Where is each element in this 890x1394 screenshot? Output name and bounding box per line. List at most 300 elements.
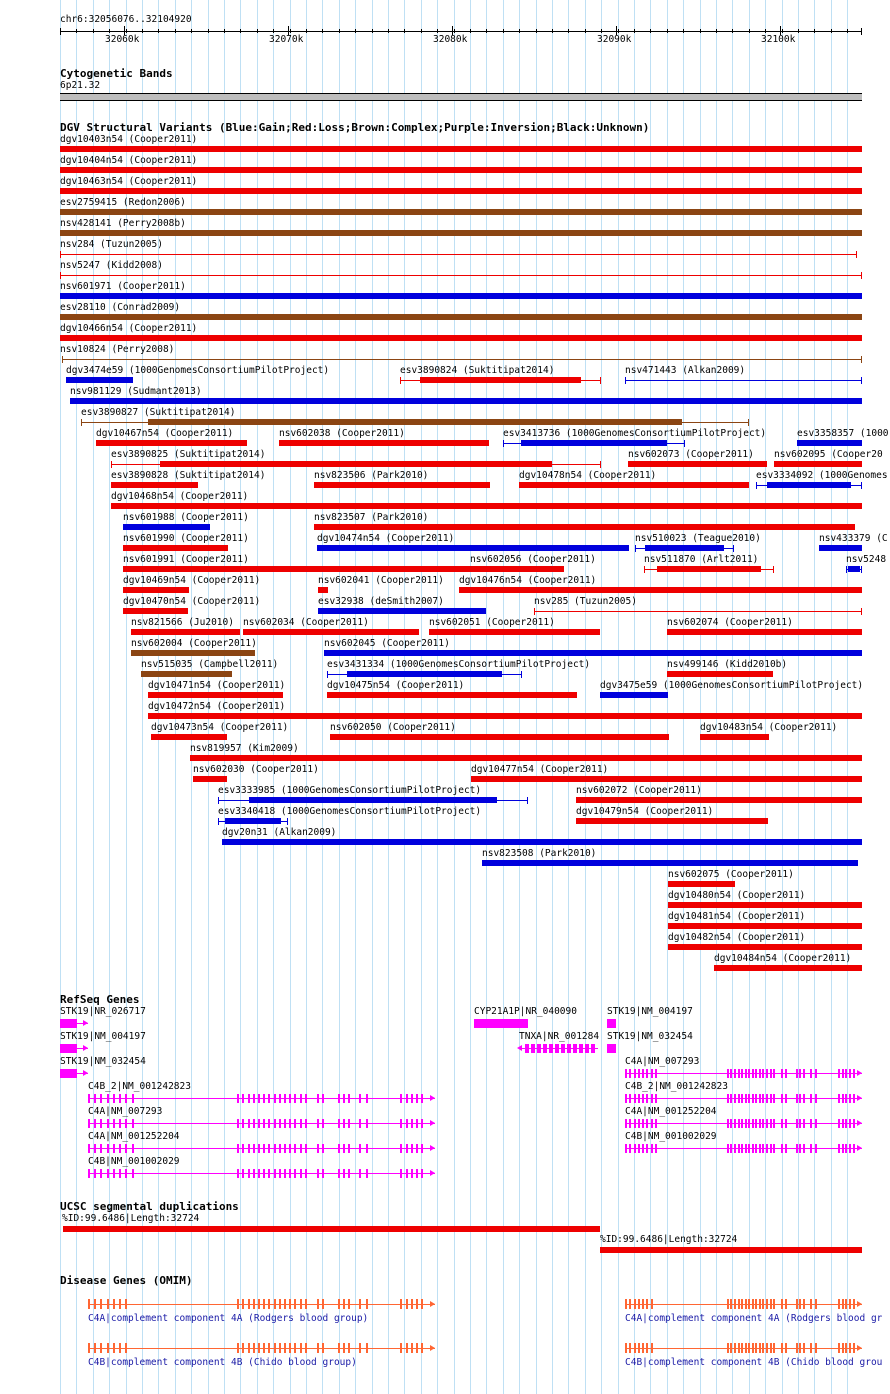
gene-exon[interactable] [88, 1094, 90, 1103]
variant-bar[interactable] [668, 944, 862, 950]
gene-exon[interactable] [359, 1094, 361, 1103]
omim-exon[interactable] [755, 1343, 757, 1353]
variant-bar[interactable] [668, 881, 735, 887]
gene-exon[interactable] [567, 1044, 571, 1053]
gene-exon[interactable] [289, 1119, 291, 1128]
gene-exon[interactable] [421, 1169, 423, 1178]
omim-exon[interactable] [796, 1343, 798, 1353]
variant-bar-core[interactable] [848, 566, 860, 572]
omim-exon[interactable] [411, 1299, 413, 1309]
omim-exon[interactable] [289, 1299, 291, 1309]
variant-bar[interactable] [667, 671, 773, 677]
variant-bar[interactable] [193, 776, 227, 782]
variant-bar[interactable] [317, 545, 629, 551]
gene-exon[interactable] [730, 1069, 732, 1078]
omim-exon[interactable] [796, 1299, 798, 1309]
gene-exon[interactable] [759, 1094, 761, 1103]
gene-exon[interactable] [343, 1169, 345, 1178]
gene-exon[interactable] [655, 1069, 657, 1078]
omim-label[interactable]: C4A|complement component 4A (Rodgers blood group) [88, 1313, 369, 1324]
gene-exon[interactable] [94, 1144, 96, 1153]
omim-exon[interactable] [730, 1299, 732, 1309]
omim-exon[interactable] [305, 1343, 307, 1353]
omim-exon[interactable] [651, 1343, 653, 1353]
gene-exon[interactable] [366, 1169, 368, 1178]
gene-exon[interactable] [845, 1069, 847, 1078]
segdup-bar[interactable] [600, 1247, 862, 1253]
omim-exon[interactable] [253, 1343, 255, 1353]
gene-exon[interactable] [338, 1119, 340, 1128]
gene-exon[interactable] [242, 1169, 244, 1178]
gene-exon[interactable] [416, 1094, 418, 1103]
gene-exon[interactable] [107, 1094, 109, 1103]
gene-exon[interactable] [258, 1169, 260, 1178]
gene-exon[interactable] [100, 1119, 102, 1128]
gene-exon[interactable] [113, 1094, 115, 1103]
gene-exon[interactable] [845, 1119, 847, 1128]
gene-exon[interactable] [119, 1144, 121, 1153]
gene-exon[interactable] [94, 1169, 96, 1178]
gene-exon[interactable] [406, 1144, 408, 1153]
gene-exon[interactable] [803, 1144, 805, 1153]
gene-exon[interactable] [803, 1119, 805, 1128]
gene-exon[interactable] [638, 1119, 640, 1128]
variant-bar-core[interactable] [645, 545, 724, 551]
variant-bar[interactable] [111, 482, 198, 488]
gene-exon[interactable] [411, 1144, 413, 1153]
gene-exon[interactable] [727, 1144, 729, 1153]
variant-bar[interactable] [60, 254, 857, 255]
gene-exon[interactable] [625, 1094, 627, 1103]
omim-exon[interactable] [274, 1299, 276, 1309]
gene-exon[interactable] [738, 1144, 740, 1153]
variant-bar[interactable] [60, 230, 862, 236]
variant-bar[interactable] [222, 839, 862, 845]
gene-exon[interactable] [781, 1094, 783, 1103]
gene-exon[interactable] [730, 1119, 732, 1128]
gene-exon[interactable] [845, 1144, 847, 1153]
omim-exon[interactable] [107, 1343, 109, 1353]
gene-exon[interactable] [815, 1094, 817, 1103]
gene-exon[interactable] [537, 1044, 541, 1053]
omim-exon[interactable] [237, 1299, 239, 1309]
variant-bar-core[interactable] [160, 461, 552, 467]
gene-exon[interactable] [752, 1144, 754, 1153]
gene-exon[interactable] [781, 1144, 783, 1153]
omim-exon[interactable] [284, 1299, 286, 1309]
variant-bar[interactable] [123, 545, 228, 551]
gene-exon[interactable] [411, 1119, 413, 1128]
gene-exon[interactable] [770, 1144, 772, 1153]
gene-exon[interactable] [773, 1094, 775, 1103]
gene-exon[interactable] [263, 1144, 265, 1153]
gene-exon[interactable] [773, 1144, 775, 1153]
gene-exon[interactable] [343, 1094, 345, 1103]
gene-exon[interactable] [322, 1094, 324, 1103]
gene-exon[interactable] [305, 1094, 307, 1103]
gene-exon[interactable] [759, 1119, 761, 1128]
variant-bar[interactable] [148, 692, 283, 698]
gene-exon[interactable] [263, 1119, 265, 1128]
gene-exon[interactable] [348, 1119, 350, 1128]
gene-exon[interactable] [279, 1119, 281, 1128]
gene-exon[interactable] [289, 1169, 291, 1178]
gene-exon[interactable] [338, 1094, 340, 1103]
gene-exon[interactable] [727, 1119, 729, 1128]
gene-exon[interactable] [727, 1069, 729, 1078]
gene-exon[interactable] [525, 1044, 529, 1053]
gene-exon[interactable] [838, 1069, 840, 1078]
gene-exon[interactable] [421, 1119, 423, 1128]
omim-exon[interactable] [406, 1299, 408, 1309]
variant-bar-core[interactable] [521, 440, 667, 446]
gene-exon[interactable] [294, 1169, 296, 1178]
gene-exon[interactable] [849, 1094, 851, 1103]
variant-bar[interactable] [70, 398, 862, 404]
gene-exon[interactable] [60, 1019, 77, 1028]
gene-exon[interactable] [253, 1169, 255, 1178]
gene-exon[interactable] [634, 1094, 636, 1103]
variant-bar[interactable] [141, 671, 232, 677]
gene-exon[interactable] [748, 1144, 750, 1153]
omim-exon[interactable] [113, 1299, 115, 1309]
gene-exon[interactable] [625, 1069, 627, 1078]
gene-exon[interactable] [343, 1119, 345, 1128]
gene-exon[interactable] [770, 1094, 772, 1103]
omim-exon[interactable] [853, 1299, 855, 1309]
omim-exon[interactable] [770, 1343, 772, 1353]
gene-exon[interactable] [842, 1144, 844, 1153]
variant-bar[interactable] [534, 611, 862, 612]
omim-exon[interactable] [810, 1299, 812, 1309]
omim-exon[interactable] [406, 1343, 408, 1353]
gene-exon[interactable] [752, 1094, 754, 1103]
omim-exon[interactable] [815, 1343, 817, 1353]
gene-exon[interactable] [406, 1119, 408, 1128]
omim-exon[interactable] [100, 1299, 102, 1309]
variant-bar[interactable] [819, 545, 862, 551]
variant-bar[interactable] [330, 734, 669, 740]
gene-exon[interactable] [796, 1094, 798, 1103]
gene-exon[interactable] [263, 1169, 265, 1178]
omim-exon[interactable] [268, 1343, 270, 1353]
omim-exon[interactable] [294, 1343, 296, 1353]
omim-exon[interactable] [734, 1343, 736, 1353]
gene-exon[interactable] [317, 1094, 319, 1103]
variant-bar[interactable] [774, 461, 862, 467]
omim-exon[interactable] [248, 1343, 250, 1353]
gene-exon[interactable] [119, 1094, 121, 1103]
gene-exon[interactable] [132, 1144, 134, 1153]
gene-exon[interactable] [741, 1144, 743, 1153]
gene-exon[interactable] [400, 1119, 402, 1128]
gene-exon[interactable] [305, 1119, 307, 1128]
gene-exon[interactable] [759, 1069, 761, 1078]
omim-exon[interactable] [248, 1299, 250, 1309]
variant-bar[interactable] [519, 482, 749, 488]
gene-exon[interactable] [815, 1119, 817, 1128]
gene-exon[interactable] [629, 1119, 631, 1128]
omim-exon[interactable] [294, 1299, 296, 1309]
gene-exon[interactable] [762, 1119, 764, 1128]
gene-exon[interactable] [113, 1169, 115, 1178]
variant-bar[interactable] [60, 275, 862, 276]
omim-exon[interactable] [258, 1343, 260, 1353]
gene-exon[interactable] [119, 1169, 121, 1178]
variant-bar-core[interactable] [420, 377, 581, 383]
gene-exon[interactable] [853, 1119, 855, 1128]
segdup-bar[interactable] [63, 1226, 600, 1232]
variant-bar[interactable] [324, 650, 862, 656]
gene-exon[interactable] [810, 1069, 812, 1078]
gene-exon[interactable] [284, 1144, 286, 1153]
gene-exon[interactable] [132, 1094, 134, 1103]
gene-exon[interactable] [755, 1119, 757, 1128]
omim-exon[interactable] [237, 1343, 239, 1353]
omim-exon[interactable] [785, 1343, 787, 1353]
gene-exon[interactable] [359, 1144, 361, 1153]
variant-bar[interactable] [123, 524, 210, 530]
omim-exon[interactable] [741, 1343, 743, 1353]
gene-exon[interactable] [762, 1144, 764, 1153]
gene-exon[interactable] [279, 1144, 281, 1153]
gene-exon[interactable] [646, 1144, 648, 1153]
gene-exon[interactable] [853, 1094, 855, 1103]
omim-exon[interactable] [759, 1343, 761, 1353]
gene-exon[interactable] [741, 1119, 743, 1128]
gene-exon[interactable] [629, 1144, 631, 1153]
omim-exon[interactable] [317, 1343, 319, 1353]
omim-exon[interactable] [845, 1343, 847, 1353]
gene-exon[interactable] [646, 1119, 648, 1128]
gene-exon[interactable] [785, 1144, 787, 1153]
omim-exon[interactable] [400, 1299, 402, 1309]
omim-exon[interactable] [343, 1343, 345, 1353]
gene-exon[interactable] [366, 1119, 368, 1128]
omim-exon[interactable] [284, 1343, 286, 1353]
gene-exon[interactable] [799, 1144, 801, 1153]
variant-bar[interactable] [318, 587, 328, 593]
gene-exon[interactable] [745, 1119, 747, 1128]
gene-exon[interactable] [237, 1119, 239, 1128]
variant-bar[interactable] [243, 629, 419, 635]
omim-exon[interactable] [305, 1299, 307, 1309]
gene-exon[interactable] [785, 1069, 787, 1078]
omim-exon[interactable] [263, 1299, 265, 1309]
omim-exon[interactable] [762, 1299, 764, 1309]
variant-bar[interactable] [429, 629, 600, 635]
omim-exon[interactable] [773, 1299, 775, 1309]
omim-exon[interactable] [348, 1343, 350, 1353]
gene-exon[interactable] [573, 1044, 577, 1053]
gene-exon[interactable] [796, 1069, 798, 1078]
gene-exon[interactable] [100, 1094, 102, 1103]
gene-exon[interactable] [248, 1119, 250, 1128]
gene-exon[interactable] [359, 1119, 361, 1128]
omim-exon[interactable] [338, 1343, 340, 1353]
gene-exon[interactable] [815, 1069, 817, 1078]
omim-exon[interactable] [107, 1299, 109, 1309]
gene-exon[interactable] [853, 1144, 855, 1153]
gene-exon[interactable] [289, 1144, 291, 1153]
gene-exon[interactable] [629, 1069, 631, 1078]
gene-exon[interactable] [642, 1069, 644, 1078]
gene-exon[interactable] [642, 1094, 644, 1103]
omim-exon[interactable] [755, 1299, 757, 1309]
variant-bar[interactable] [190, 755, 862, 761]
omim-exon[interactable] [773, 1343, 775, 1353]
gene-exon[interactable] [655, 1144, 657, 1153]
variant-bar[interactable] [60, 335, 862, 341]
gene-exon[interactable] [810, 1119, 812, 1128]
omim-exon[interactable] [752, 1299, 754, 1309]
gene-exon[interactable] [60, 1044, 77, 1053]
gene-exon[interactable] [279, 1094, 281, 1103]
omim-exon[interactable] [421, 1299, 423, 1309]
gene-exon[interactable] [253, 1094, 255, 1103]
gene-exon[interactable] [242, 1119, 244, 1128]
omim-exon[interactable] [322, 1299, 324, 1309]
gene-exon[interactable] [268, 1119, 270, 1128]
omim-exon[interactable] [119, 1343, 121, 1353]
omim-exon[interactable] [300, 1343, 302, 1353]
gene-exon[interactable] [642, 1144, 644, 1153]
omim-exon[interactable] [781, 1299, 783, 1309]
variant-bar[interactable] [314, 482, 490, 488]
omim-exon[interactable] [781, 1343, 783, 1353]
gene-exon[interactable] [248, 1169, 250, 1178]
omim-exon[interactable] [752, 1343, 754, 1353]
omim-exon[interactable] [119, 1299, 121, 1309]
gene-exon[interactable] [125, 1144, 127, 1153]
omim-exon[interactable] [125, 1299, 127, 1309]
variant-bar-core[interactable] [148, 419, 682, 425]
cytoband-bar[interactable] [60, 93, 862, 101]
gene-exon[interactable] [585, 1044, 589, 1053]
gene-exon[interactable] [88, 1144, 90, 1153]
gene-exon[interactable] [638, 1144, 640, 1153]
omim-exon[interactable] [629, 1299, 631, 1309]
omim-exon[interactable] [642, 1299, 644, 1309]
gene-exon[interactable] [284, 1119, 286, 1128]
gene-exon[interactable] [785, 1119, 787, 1128]
gene-exon[interactable] [634, 1119, 636, 1128]
omim-exon[interactable] [810, 1343, 812, 1353]
gene-exon[interactable] [849, 1119, 851, 1128]
gene-exon[interactable] [849, 1069, 851, 1078]
variant-bar[interactable] [60, 146, 862, 152]
gene-exon[interactable] [781, 1069, 783, 1078]
omim-exon[interactable] [258, 1299, 260, 1309]
gene-exon[interactable] [113, 1119, 115, 1128]
gene-exon[interactable] [741, 1069, 743, 1078]
variant-bar[interactable] [625, 380, 862, 381]
variant-bar[interactable] [714, 965, 862, 971]
omim-exon[interactable] [748, 1299, 750, 1309]
gene-exon[interactable] [253, 1144, 255, 1153]
gene-exon[interactable] [838, 1094, 840, 1103]
omim-exon[interactable] [741, 1299, 743, 1309]
variant-bar[interactable] [96, 440, 247, 446]
variant-bar-core[interactable] [347, 671, 502, 677]
gene-exon[interactable] [317, 1144, 319, 1153]
variant-bar-core[interactable] [249, 797, 497, 803]
gene-exon[interactable] [88, 1169, 90, 1178]
variant-bar[interactable] [111, 503, 862, 509]
gene-exon[interactable] [734, 1144, 736, 1153]
variant-bar[interactable] [797, 440, 862, 446]
gene-exon[interactable] [406, 1094, 408, 1103]
gene-exon[interactable] [338, 1144, 340, 1153]
gene-exon[interactable] [237, 1144, 239, 1153]
gene-exon[interactable] [305, 1169, 307, 1178]
gene-exon[interactable] [258, 1144, 260, 1153]
omim-exon[interactable] [125, 1343, 127, 1353]
gene-exon[interactable] [132, 1119, 134, 1128]
gene-exon[interactable] [289, 1094, 291, 1103]
gene-exon[interactable] [651, 1119, 653, 1128]
gene-exon[interactable] [125, 1119, 127, 1128]
omim-exon[interactable] [416, 1343, 418, 1353]
omim-exon[interactable] [845, 1299, 847, 1309]
gene-exon[interactable] [60, 1069, 77, 1078]
gene-exon[interactable] [803, 1069, 805, 1078]
gene-exon[interactable] [549, 1044, 553, 1053]
gene-exon[interactable] [100, 1169, 102, 1178]
omim-exon[interactable] [838, 1343, 840, 1353]
gene-exon[interactable] [766, 1094, 768, 1103]
gene-exon[interactable] [730, 1094, 732, 1103]
omim-exon[interactable] [253, 1299, 255, 1309]
omim-exon[interactable] [317, 1299, 319, 1309]
gene-exon[interactable] [845, 1094, 847, 1103]
omim-exon[interactable] [100, 1343, 102, 1353]
gene-exon[interactable] [799, 1119, 801, 1128]
variant-bar[interactable] [314, 524, 855, 530]
omim-exon[interactable] [279, 1343, 281, 1353]
gene-exon[interactable] [253, 1119, 255, 1128]
gene-exon[interactable] [785, 1094, 787, 1103]
omim-exon[interactable] [759, 1299, 761, 1309]
gene-exon[interactable] [416, 1169, 418, 1178]
gene-exon[interactable] [815, 1144, 817, 1153]
gene-exon[interactable] [730, 1144, 732, 1153]
gene-exon[interactable] [294, 1119, 296, 1128]
omim-exon[interactable] [625, 1299, 627, 1309]
variant-bar[interactable] [318, 608, 486, 614]
gene-exon[interactable] [284, 1169, 286, 1178]
gene-exon[interactable] [646, 1069, 648, 1078]
variant-bar-core[interactable] [657, 566, 761, 572]
omim-exon[interactable] [815, 1299, 817, 1309]
omim-exon[interactable] [642, 1343, 644, 1353]
omim-exon[interactable] [634, 1299, 636, 1309]
gene-exon[interactable] [359, 1169, 361, 1178]
omim-exon[interactable] [770, 1299, 772, 1309]
gene-exon[interactable] [734, 1094, 736, 1103]
variant-bar[interactable] [700, 734, 769, 740]
gene-exon[interactable] [294, 1094, 296, 1103]
gene-exon[interactable] [838, 1119, 840, 1128]
gene-exon[interactable] [317, 1119, 319, 1128]
gene-exon[interactable] [799, 1069, 801, 1078]
gene-exon[interactable] [300, 1119, 302, 1128]
gene-exon[interactable] [642, 1119, 644, 1128]
gene-exon[interactable] [107, 1144, 109, 1153]
variant-bar[interactable] [576, 797, 862, 803]
omim-exon[interactable] [745, 1299, 747, 1309]
gene-exon[interactable] [94, 1094, 96, 1103]
